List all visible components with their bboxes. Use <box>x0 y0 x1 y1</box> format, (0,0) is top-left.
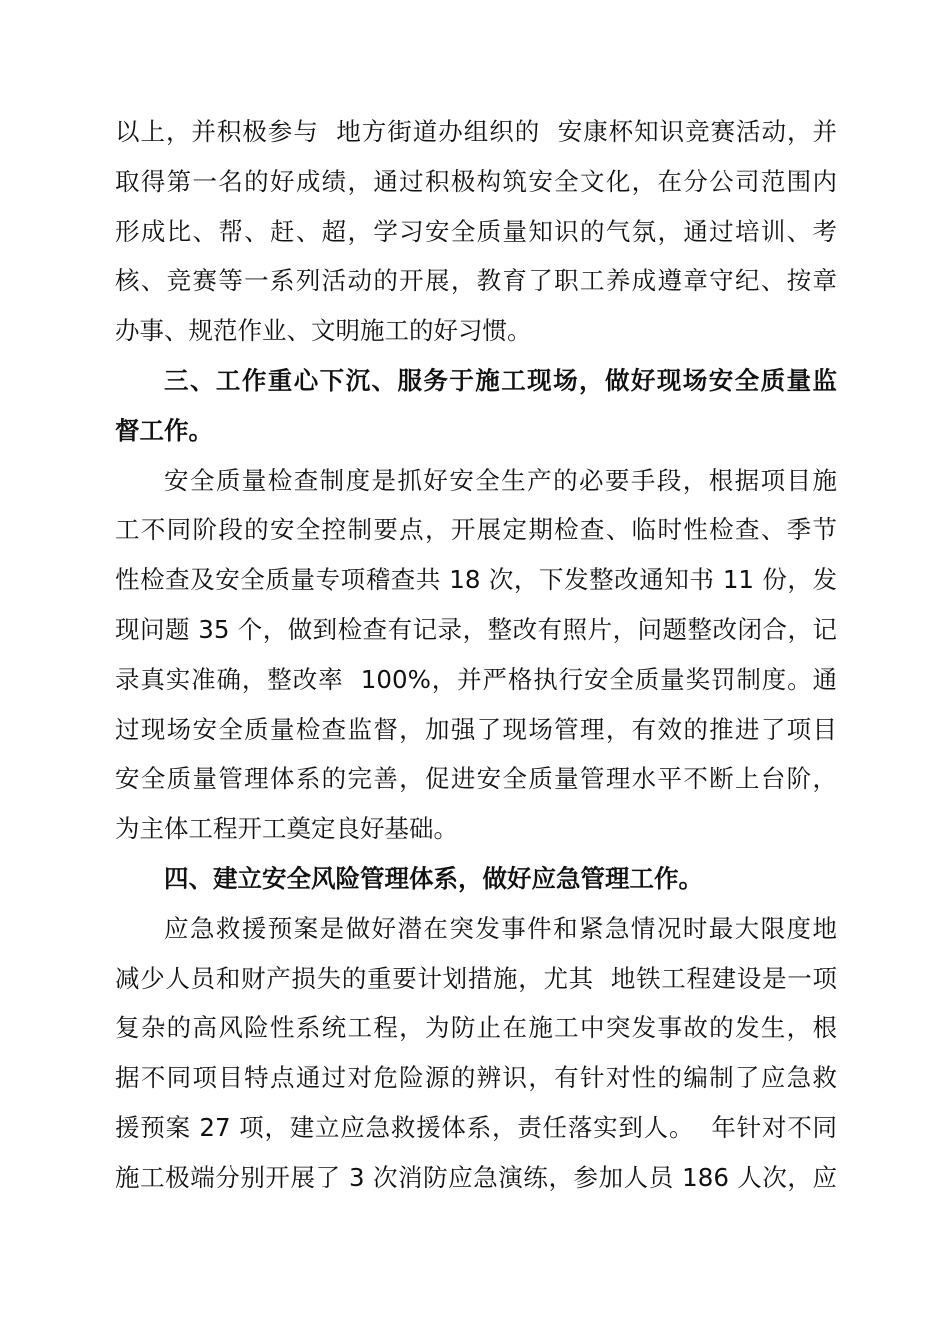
document-body <box>115 107 837 1203</box>
paragraph-line: 工不同阶段的安全控制要点，开展定期检查、临时性检查、季节 <box>115 515 837 545</box>
paragraph-line: 安全质量检查制度是抓好安全生产的必要手段，根据项目施 <box>164 465 837 495</box>
paragraph-line: 施工极端分别开展了 3 次消防应急演练，参加人员 186 人次，应 <box>115 1162 837 1192</box>
paragraph-line: 据不同项目特点通过对危险源的辨识，有针对性的编制了应急救 <box>115 1063 837 1093</box>
paragraph-line: 过现场安全质量检查监督，加强了现场管理，有效的推进了项目 <box>115 714 837 744</box>
paragraph-line: 复杂的高风险性系统工程，为防止在施工中突发事故的发生，根 <box>115 1013 837 1043</box>
paragraph-line: 为主体工程开工奠定良好基础。 <box>115 814 458 844</box>
paragraph-line: 办事、规范作业、文明施工的好习惯。 <box>115 316 532 346</box>
paragraph-line: 援预案 27 项，建立应急救援体系，责任落实到人。 年针对不同 <box>115 1112 837 1142</box>
paragraph-line: 安全质量管理体系的完善，促进安全质量管理水平不断上台阶， <box>115 764 837 794</box>
section-heading: 督工作。 <box>115 415 213 445</box>
paragraph-line: 取得第一名的好成绩，通过积极构筑安全文化，在分公司范围内 <box>115 166 837 196</box>
paragraph-line: 应急救援预案是做好潜在突发事件和紧急情况时最大限度地 <box>164 913 837 943</box>
paragraph-line: 减少人员和财产损失的重要计划措施，尤其 地铁工程建设是一项 <box>115 963 837 993</box>
paragraph-line: 以上，并积极参与 地方街道办组织的 安康杯知识竞赛活动，并 <box>115 117 837 146</box>
paragraph-line: 性检查及安全质量专项稽查共 18 次，下发整改通知书 11 份，发 <box>115 565 837 595</box>
paragraph-line: 现问题 35 个，做到检查有记录，整改有照片，问题整改闭合，记 <box>115 614 837 644</box>
paragraph-line: 形成比、帮、赶、超，学习安全质量知识的气氛，通过培训、考 <box>115 216 837 246</box>
paragraph-line: 录真实准确，整改率 100%，并严格执行安全质量奖罚制度。通 <box>115 664 837 694</box>
paragraph-line: 核、竞赛等一系列活动的开展，教育了职工养成遵章守纪、按章 <box>115 266 837 296</box>
section-heading: 三、工作重心下沉、服务于施工现场，做好现场安全质量监 <box>164 365 837 395</box>
section-heading: 四、建立安全风险管理体系，做好应急管理工作。 <box>164 863 703 893</box>
